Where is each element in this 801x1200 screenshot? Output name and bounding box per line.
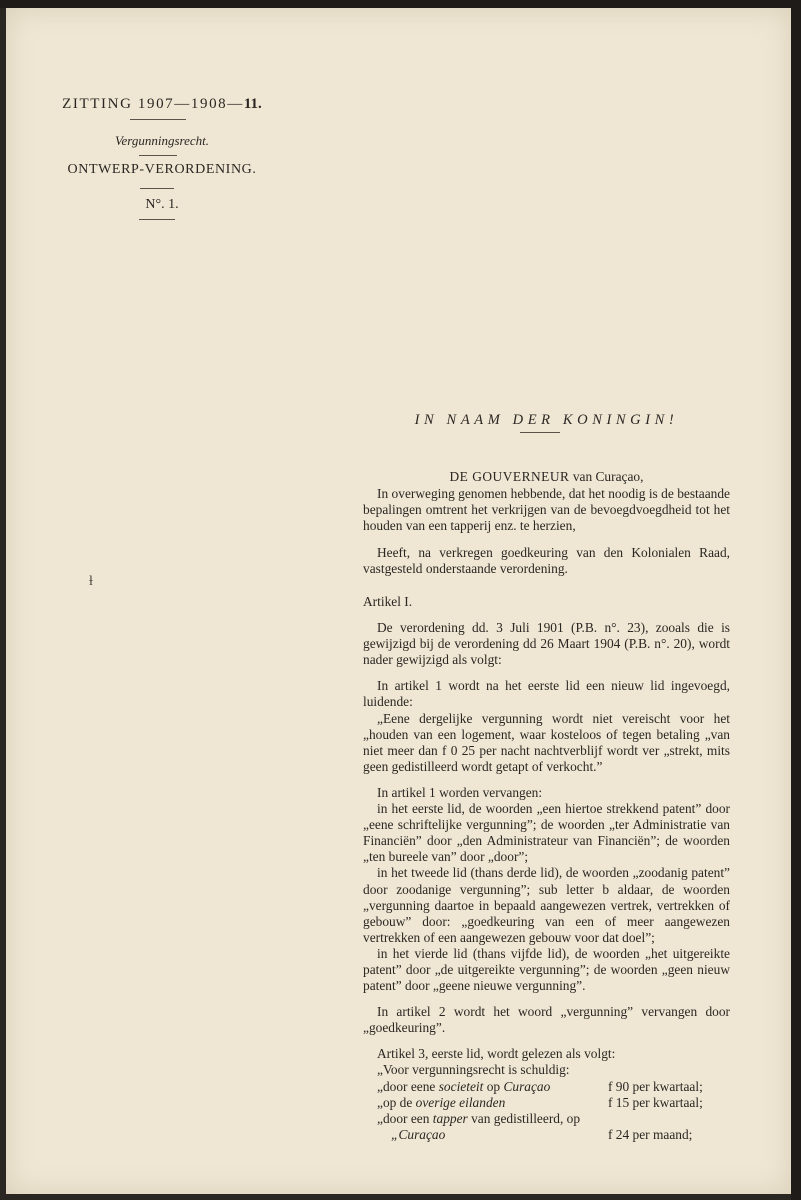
paragraph-considering: In overweging genomen hebbende, dat het noodig is de bestaande bepalingen omtrent het verkrijgen van de bevoegdvoegdheid tot het houden van een tapperij enz. te herzien, (363, 486, 730, 534)
scan-right-edge (791, 0, 801, 1200)
header-rule-3 (140, 188, 174, 189)
paragraph-art3-intro: Artikel 3, eerste lid, wordt gelezen als volgt: (377, 1046, 616, 1062)
paragraph-art2: In artikel 2 wordt het woord „vergunning” vervangen door „goedkeuring”. (363, 1004, 730, 1036)
document-number: N°. 1. (145, 197, 179, 212)
article-title: Artikel I. (363, 594, 413, 609)
paragraph-first-lid: in het eerste lid, de woorden „een hiertoe strekkend patent” door „eene schriftelijke vergunning”; de woorden „ter Administratie van Financiën” door „den Administrateur van Financiën”; de woorden „ten bureele van” door „door”; (363, 801, 730, 865)
document-page (6, 8, 791, 1194)
tariff-row-tapper-curacao (363, 1127, 730, 1143)
header-rule-4 (139, 219, 175, 220)
margin-mark: ƚ (89, 574, 93, 589)
header-rule-1 (130, 119, 186, 120)
session-heading (62, 96, 262, 113)
article-block (363, 594, 730, 1143)
paragraph-art3-line1: „Voor vergunningsrecht is schuldig: (377, 1062, 570, 1078)
governor-title: DE GOUVERNEUR (449, 469, 570, 484)
tariff-amount: f 24 per maand; (608, 1126, 693, 1142)
paragraph-art1-replace: In artikel 1 worden vervangen: (377, 784, 543, 800)
tariff-label: „Curaçao (391, 1126, 446, 1142)
scan-top-edge (0, 0, 801, 8)
draft-title: ONTWERP-VERORDENING. (67, 162, 257, 177)
tariff-label: „door eene societeit op Curaçao (377, 1078, 551, 1094)
governor-line (363, 469, 730, 485)
subject-title: Vergunningsrecht. (115, 133, 209, 148)
invocation-rule (520, 432, 560, 433)
paragraph-second-lid: in het tweede lid (thans derde lid), de woorden „zoodanig patent” door zoodanige vergunning”; sub letter b aldaar, de woorden „vergunning daartoe in bepaald aangewezen vertrek, vertrekken of gebouw” door: „goedkeuring van een of meer aangewezen vertrekken of een aangewezen gebouw voor dat doel”; (363, 865, 730, 945)
paragraph-art1-quote: „Eene dergelijke vergunning wordt niet vereischt voor het „houden van een logement, waar kosteloos of tegen betaling „van niet meer dan f 0 25 per nacht nachtverblijf wordt ver „strekt, mits geen gedistilleerd wordt getapt of verkocht.” (363, 710, 730, 774)
session-number: 11. (243, 96, 262, 112)
preamble-block (363, 486, 730, 577)
tariff-row-eilanden (363, 1095, 730, 1111)
tariff-amount: f 90 per kwartaal; (608, 1078, 703, 1094)
invocation-heading: IN NAAM DER KONINGIN! (414, 412, 679, 428)
session-years: ZITTING 1907—1908— (62, 96, 244, 112)
header-rule-2 (139, 155, 177, 156)
paragraph-ordinance: De verordening dd. 3 Juli 1901 (P.B. n°. 23), zooals die is gewijzigd bij de verordening dd 26 Maart 1904 (P.B. n°. 20), wordt nader gewijzigd als volgt: (363, 620, 730, 668)
paragraph-art1-insert: In artikel 1 wordt na het eerste lid een nieuw lid ingevoegd, luidende: (363, 678, 730, 710)
governor-place: van Curaçao, (569, 469, 644, 484)
tariff-label: „op de overige eilanden (377, 1094, 506, 1110)
tariff-row-societeit (363, 1079, 730, 1095)
paragraph-fourth-lid: in het vierde lid (thans vijfde lid), de woorden „het uitgereikte patent” door „de uitgereikte vergunning”; de woorden „geen nieuw patent” door „geene nieuwe vergunning”. (363, 945, 730, 994)
paragraph-approval: Heeft, na verkregen goedkeuring van den Kolonialen Raad, vastgesteld onderstaande verordening. (363, 545, 730, 577)
tariff-row-tapper: „door een tapper van gedistilleerd, op (377, 1110, 581, 1126)
tariff-amount: f 15 per kwartaal; (608, 1094, 703, 1110)
